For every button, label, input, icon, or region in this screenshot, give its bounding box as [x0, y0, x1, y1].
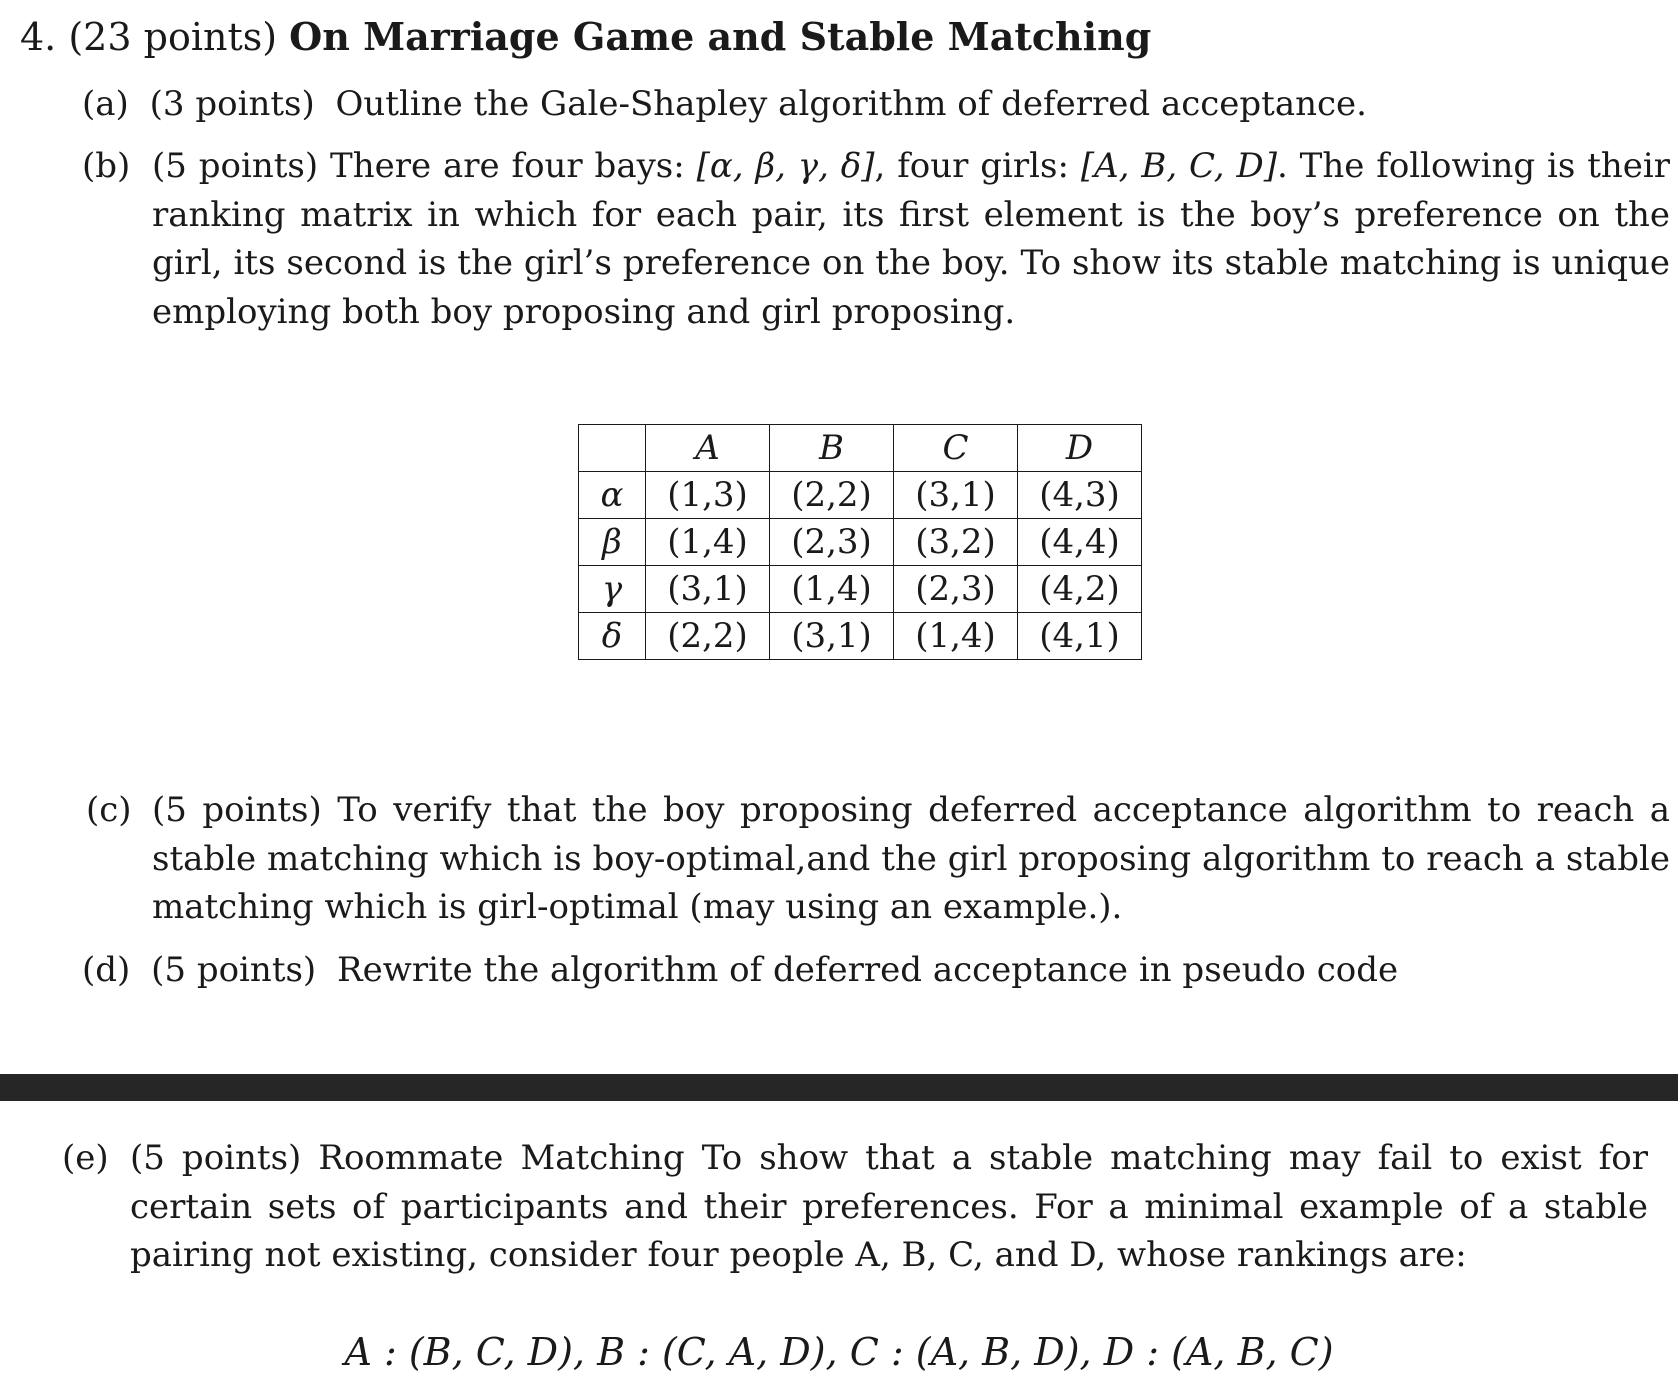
part-b-text-2: , four girls: [874, 146, 1069, 186]
boys-set: [α, β, γ, δ] [696, 146, 875, 186]
matrix-cell: (3,1) [646, 566, 770, 613]
question-heading: On Marriage Game and Stable Matching [289, 14, 1152, 59]
matrix-cell: (4,2) [1018, 566, 1142, 613]
part-c-points: (5 points) [152, 790, 322, 830]
matrix-body [579, 472, 1142, 660]
matrix-cell: (3,2) [894, 519, 1018, 566]
part-c-body: To verify that the boy proposing deferred acceptance algorithm to reach a stable matching which is boy-optimal,and the girl proposing algorithm to reach a stable matching which is girl-optimal (may using an example.). [152, 790, 1670, 927]
matrix-cell: (2,3) [770, 519, 894, 566]
part-c-text [152, 786, 1670, 932]
part-d-points: (5 points) [151, 950, 317, 990]
matrix-column-header: A [646, 425, 770, 472]
matrix-cell: (3,1) [894, 472, 1018, 519]
part-a-text: Outline the Gale-Shapley algorithm of deferred acceptance. [335, 84, 1367, 124]
matrix-cell: (4,1) [1018, 613, 1142, 660]
part-d [82, 946, 1398, 994]
question-points: (23 points) [68, 15, 278, 59]
matrix-cell: (4,4) [1018, 519, 1142, 566]
part-b-points: (5 points) [152, 146, 319, 186]
part-e-body: Roommate Matching To show that a stable matching may fail to exist for certain sets of participants and their preferences. For a minimal example of a stable pairing not existing, consider four people A, B, C, and D, whose rankings are: [130, 1138, 1648, 1275]
part-c-label: (c) [86, 790, 132, 830]
matrix-cell: (2,2) [770, 472, 894, 519]
girls-set: [A, B, C, D] [1080, 146, 1277, 186]
matrix-row [579, 472, 1142, 519]
part-e-text [130, 1134, 1648, 1280]
part-a [82, 80, 1367, 128]
matrix-cell: (1,4) [646, 519, 770, 566]
rankings-formula: A : (B, C, D), B : (C, A, D), C : (A, B, D), D : (A, B, C) [344, 1330, 1334, 1374]
matrix-header-row [579, 425, 1142, 472]
matrix-row-header: β [579, 519, 646, 566]
question-title [20, 14, 1151, 59]
matrix-row-header: γ [579, 566, 646, 613]
matrix-cell: (3,1) [770, 613, 894, 660]
matrix-cell: (1,4) [894, 613, 1018, 660]
part-b-text-1: There are four bays: [330, 146, 685, 186]
matrix-row-header: δ [579, 613, 646, 660]
ranking-matrix [578, 424, 1142, 660]
matrix-column-header: D [1018, 425, 1142, 472]
matrix-cell: (1,4) [770, 566, 894, 613]
matrix-cell: (4,3) [1018, 472, 1142, 519]
matrix-row-header: α [579, 472, 646, 519]
part-b-text [152, 142, 1670, 336]
part-e-label: (e) [62, 1138, 109, 1178]
section-divider [0, 1074, 1678, 1101]
matrix-cell: (2,2) [646, 613, 770, 660]
part-a-points: (3 points) [149, 84, 315, 124]
matrix-column-header: B [770, 425, 894, 472]
matrix-cell: (2,3) [894, 566, 1018, 613]
question-number: 4. [20, 15, 57, 59]
part-e-points: (5 points) [130, 1138, 302, 1178]
matrix-row [579, 566, 1142, 613]
part-b-label: (b) [82, 146, 131, 186]
part-a-label: (a) [82, 84, 129, 124]
matrix-cell: (1,3) [646, 472, 770, 519]
part-d-text: Rewrite the algorithm of deferred acceptance in pseudo code [337, 950, 1399, 990]
part-b-text-3: . The following is their ranking matrix in which for each pair, its first element is the boy’s preference on the girl, its second is the girl’s preference on the boy. To show its stable matching is unique employing both boy proposing and girl proposing. [152, 146, 1671, 332]
matrix-row [579, 613, 1142, 660]
part-d-label: (d) [82, 950, 131, 990]
matrix-column-header: C [894, 425, 1018, 472]
matrix-row [579, 519, 1142, 566]
matrix-corner [579, 425, 646, 472]
